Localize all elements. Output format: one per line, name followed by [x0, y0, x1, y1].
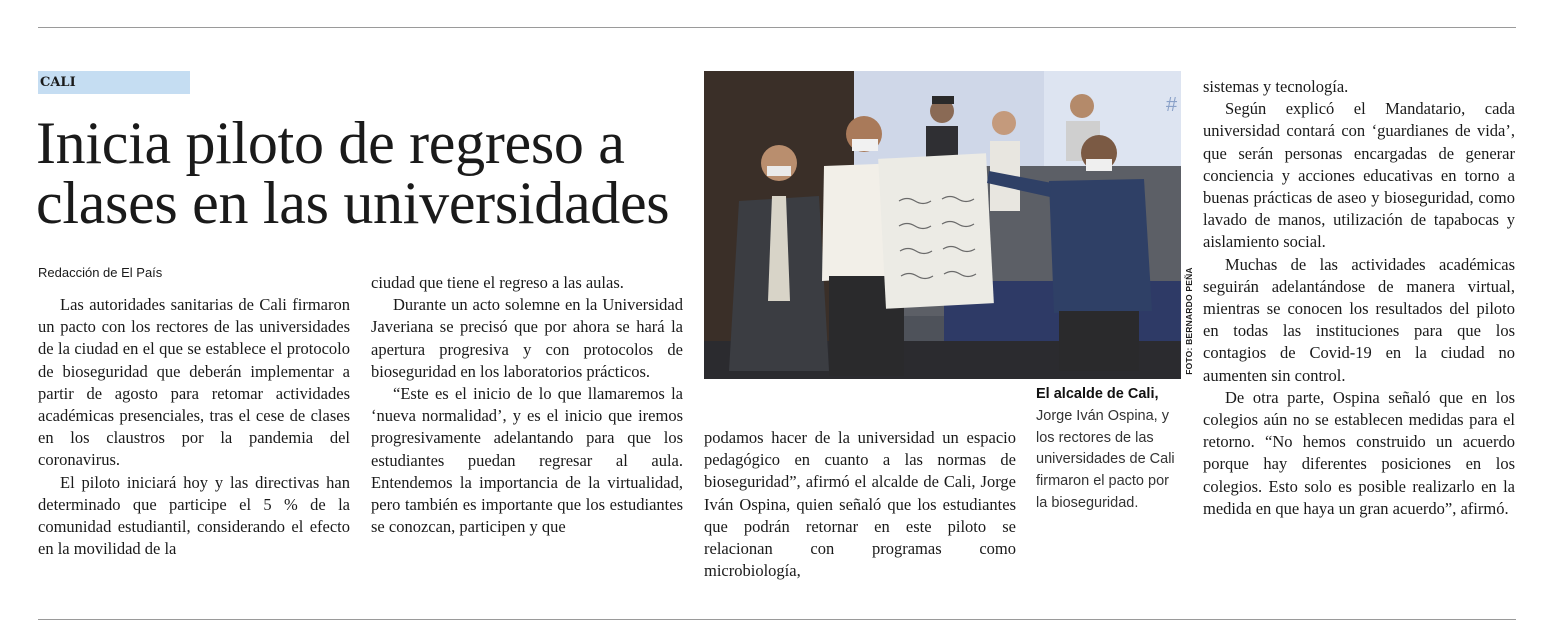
news-photo: [704, 71, 1181, 379]
paragraph: Durante un acto solemne en la Universidad Javeriana se precisó que por ahora se hará la apertura progresiva y con protocolos de bioseguridad en los laboratorios prácticos.: [371, 295, 683, 381]
article-column-2: [371, 272, 683, 538]
article-column-3: [704, 427, 1016, 582]
paragraph: Muchas de las actividades académicas seguirán adelantándose de manera virtual, mientras se conocen los resultados del piloto en todas las instituciones para que los contagios de Covid-19 en la ciudad no aumenten sin control.: [1203, 254, 1515, 385]
photo-credit-text: FOTO: BERNARDO PEÑA: [1184, 267, 1194, 375]
paragraph: “Este es el inicio de lo que llamaremos la ‘nueva normalidad’, y es el inicio que iremos progresivamente adelantando para que los estudiantes puedan regresar al aula. Entendemos la importancia de la virtualidad, pero también es importante que los estudiantes se conozcan, participen y que: [371, 384, 683, 537]
paragraph: De otra parte, Ospina señaló que en los colegios aún no se establecen medidas para el retorno. “No hemos construido un acuerdo porque hay diferentes posiciones en los colegios. Esto solo es posible realizarlo en la medida en que haya un gran acuerdo”, afirmó.: [1203, 387, 1515, 518]
photo-caption: [1036, 384, 1184, 515]
paragraph: podamos hacer de la universidad un espacio pedagógico en cuanto a las normas de bioseguridad”, afirmó el alcalde de Cali, Jorge Iván Ospina, quien señaló que los estudiantes que podrán retornar en este piloto se relacionan con programas como microbiología,: [704, 428, 1016, 581]
paragraph: sistemas y tecnología.: [1203, 77, 1349, 96]
headline: Inicia piloto de regreso a clases en las universidades: [36, 110, 670, 236]
bottom-rule: [38, 619, 1516, 620]
paragraph: ciudad que tiene el regreso a las aulas.: [371, 273, 624, 292]
section-kicker: CALI: [38, 71, 190, 94]
caption-text: Jorge Iván Ospina, y los rectores de las universidades de Cali firmaron el pacto por la bioseguridad.: [1036, 407, 1175, 511]
paragraph: Las autoridades sanitarias de Cali firmaron un pacto con los rectores de las universidades de la ciudad en el que se establece el protocolo de bioseguridad que deberán implementar a partir de agosto para retomar actividades académicas presenciales, tras el cese de clases en los claustros por la pandemia del coronavirus.: [38, 295, 350, 470]
paragraph: Según explicó el Mandatario, cada universidad contará con ‘guardianes de vida’, que serán personas encargadas de generar conciencia y acciones educativas en torno a buenas prácticas de aseo y bioseguridad, como lavado de manos, utilización de tapabocas y aislamiento social.: [1203, 99, 1515, 252]
caption-lead: El alcalde de Cali,: [1036, 386, 1159, 402]
photo-illustration: [704, 71, 1181, 379]
photo-credit: [1183, 265, 1195, 377]
top-rule: [38, 27, 1516, 28]
article-column-4: [1203, 76, 1515, 520]
article-column-1: [38, 294, 350, 560]
byline: Redacción de El País: [38, 265, 163, 280]
svg-text:#: #: [1166, 94, 1178, 116]
paragraph: El piloto iniciará hoy y las directivas han determinado que participe el 5 % de la comunidad estudiantil, considerando el efecto en la movilidad de la: [38, 472, 350, 559]
